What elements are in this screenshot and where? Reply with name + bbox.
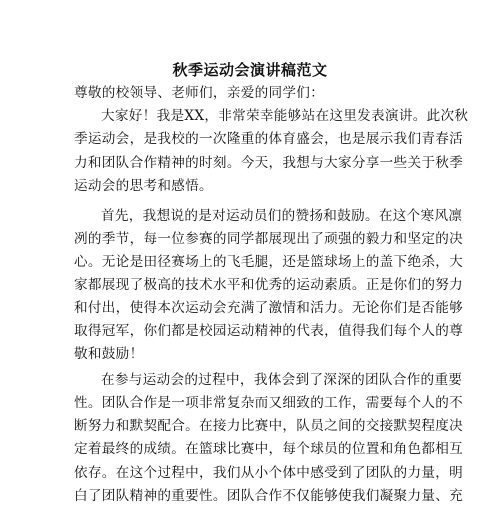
- paragraph-line: 季运动会，是我校的一次隆重的体育盛会，也是展示我们青春活: [74, 131, 464, 147]
- paragraph-line: 运动会的思考和感悟。: [74, 178, 213, 194]
- paragraph-line: 断努力和默契配合。在接力比赛中，队员之间的交接默契程度决: [74, 418, 464, 434]
- paragraph-line: 取得冠军，你们都是校园运动精神的代表，值得我们每个人的尊: [74, 323, 464, 339]
- paragraph-line: 冽的季节，每一位参赛的同学都展现出了顽强的毅力和坚定的决: [74, 231, 464, 247]
- paragraph-line: 性。团队合作是一项非常复杂而又细致的工作，需要每个人的不: [74, 395, 464, 411]
- paragraph-line: 首先，我想说的是对运动员们的赞扬和鼓励。在这个寒风凛: [101, 208, 463, 224]
- paragraph-line: 心。无论是田径赛场上的飞毛腿，还是篮球场上的盖下绝杀，大: [74, 254, 464, 270]
- document-title: 秋季运动会演讲稿范文: [172, 61, 328, 79]
- paragraph-line: 定着最终的成绩。在篮球比赛中，每个球员的位置和角色都相互: [74, 441, 464, 457]
- paragraph-line: 敬和鼓励！: [74, 346, 144, 362]
- salutation-line: 尊敬的校领导、老师们，亲爱的同学们：: [74, 85, 325, 101]
- paragraph-line: 依存。在这个过程中，我们从小个体中感受到了团队的力量，明: [74, 465, 464, 481]
- paragraph-line: 在参与运动会的过程中，我体会到了深深的团队合作的重要: [101, 372, 463, 388]
- paragraph-line: 白了团队精神的重要性。团队合作不仅能够使我们凝聚力量、充: [74, 488, 464, 504]
- paragraph-line: 家都展现了极高的技术水平和优秀的运动素质。正是你们的努力: [74, 277, 464, 293]
- paragraph-line: 和付出，使得本次运动会充满了激情和活力。无论你们是否能够: [74, 300, 464, 316]
- paragraph-line: 大家好！我是XX，非常荣幸能够站在这里发表演讲。此次秋: [101, 108, 469, 124]
- paragraph-line: 力和团队合作精神的时刻。今天，我想与大家分享一些关于秋季: [74, 155, 464, 171]
